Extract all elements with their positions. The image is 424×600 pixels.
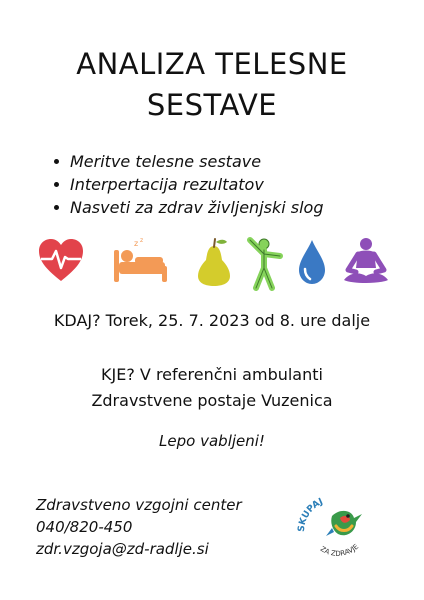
svg-text:z: z bbox=[134, 239, 139, 248]
svg-text:ZA ZDRAVJE bbox=[319, 543, 360, 558]
list-item: Meritve telesne sestave bbox=[52, 150, 324, 173]
contact-org: Zdravstveno vzgojni center bbox=[36, 496, 242, 514]
location-line-1: KJE? V referenčni ambulanti bbox=[101, 365, 323, 384]
logo-text-bottom: ZA ZDRAVJE bbox=[318, 542, 361, 558]
list-item: Nasveti za zdrav življenjski slog bbox=[52, 196, 324, 219]
service-list bbox=[52, 150, 324, 219]
bed-icon bbox=[110, 236, 170, 286]
contact-email: zdr.vzgoja@zd-radlje.si bbox=[36, 540, 209, 558]
svg-text:z: z bbox=[140, 237, 144, 244]
stretching-person-icon bbox=[244, 236, 284, 292]
logo-text-top: SKUPAJ bbox=[296, 496, 325, 533]
event-location bbox=[0, 362, 424, 414]
page-title bbox=[0, 44, 424, 126]
location-line-2: Zdravstvene postaje Vuzenica bbox=[91, 391, 333, 410]
heart-pulse-icon bbox=[36, 236, 86, 286]
icon-row bbox=[36, 236, 396, 292]
title-line-2: SESTAVE bbox=[146, 88, 278, 122]
list-item: Interpertacija rezultatov bbox=[52, 173, 324, 196]
contact-info bbox=[36, 494, 242, 560]
meditation-icon bbox=[340, 236, 392, 288]
event-date: KDAJ? Torek, 25. 7. 2023 od 8. ure dalje bbox=[53, 311, 371, 330]
skupaj-za-zdravje-logo bbox=[296, 492, 376, 562]
svg-text:SKUPAJ bbox=[297, 497, 325, 532]
contact-phone: 040/820-450 bbox=[36, 518, 133, 536]
water-drop-icon bbox=[294, 236, 330, 288]
welcome-text: Lepo vabljeni! bbox=[159, 432, 265, 450]
pear-icon bbox=[194, 236, 234, 288]
title-line-1: ANALIZA TELESNE bbox=[76, 47, 348, 81]
